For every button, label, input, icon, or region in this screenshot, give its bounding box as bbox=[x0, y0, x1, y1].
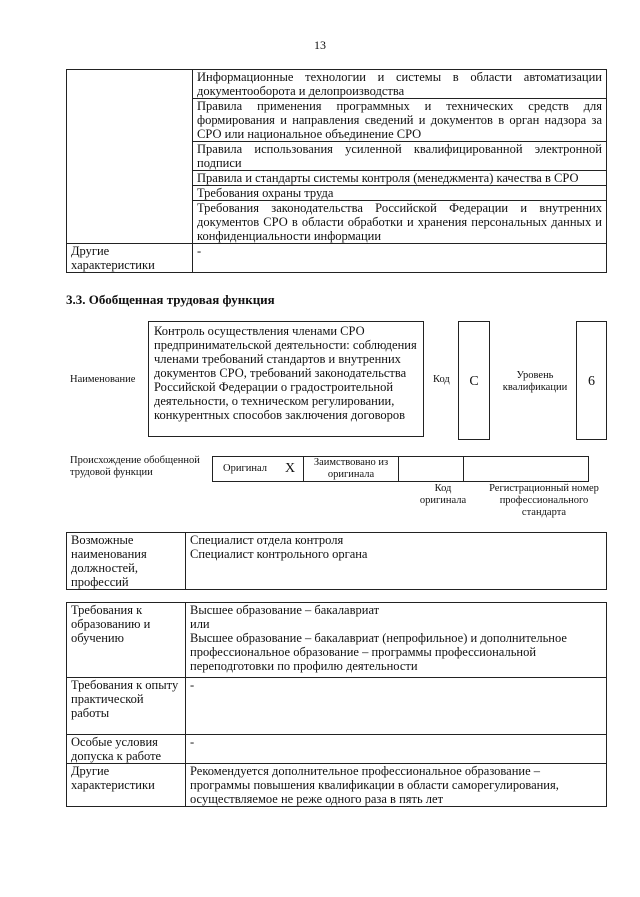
origin-label: Происхождение обобщенной трудовой функции bbox=[70, 455, 200, 478]
qualification-level-label: Уровень квалификации bbox=[502, 370, 568, 393]
borrowed-label: Заимствовано из оригинала bbox=[304, 457, 399, 482]
other-characteristics-label: Другие характеристики bbox=[67, 244, 193, 273]
knowledge-item: Информационные технологии и системы в области автоматизации документооборота и делопроизводства bbox=[193, 70, 607, 99]
knowledge-item: Правила применения программных и технических средств для формирования и направления сведений и документов в орган надзора за СРО или национальное объединение СРО bbox=[193, 99, 607, 142]
admission-label: Особые условия допуска к работе bbox=[67, 735, 186, 764]
position-item: Специалист контрольного органа bbox=[190, 547, 368, 561]
function-name-box: Контроль осуществления членами СРО предпринимательской деятельности: соблюдения членами требований стандартов и внутренних документов СРО, требований законодательства Российской Федерации о градостроительной деятельности, о техническом регулировании, конкурентных способов заключения договоров bbox=[148, 321, 424, 437]
positions-table bbox=[66, 532, 607, 590]
origin-table bbox=[212, 456, 589, 482]
other-characteristics-value: - bbox=[193, 244, 607, 273]
admission-value: - bbox=[186, 735, 607, 764]
other-characteristics-label: Другие характеристики bbox=[67, 764, 186, 807]
knowledge-item: Требования охраны труда bbox=[193, 186, 607, 201]
positions-label: Возможные наименования должностей, профессий bbox=[67, 533, 186, 590]
name-label: Наименование bbox=[70, 374, 136, 385]
original-code-caption: Код оригинала bbox=[419, 483, 467, 506]
experience-value: - bbox=[186, 678, 607, 735]
education-line: или bbox=[190, 617, 210, 631]
page-number: 13 bbox=[314, 38, 326, 52]
original-code-cell bbox=[399, 457, 464, 482]
qualification-level-box: 6 bbox=[576, 321, 607, 440]
original-mark: X bbox=[277, 457, 304, 482]
position-item: Специалист отдела контроля bbox=[190, 533, 344, 547]
knowledge-item: Правила и стандарты системы контроля (менеджмента) качества в СРО bbox=[193, 171, 607, 186]
education-line: Высшее образование – бакалавриат bbox=[190, 603, 380, 617]
section-heading: 3.3. Обобщенная трудовая функция bbox=[66, 292, 275, 307]
code-label: Код bbox=[433, 374, 450, 385]
code-value-box: C bbox=[458, 321, 490, 440]
knowledge-item: Правила использования усиленной квалифицированной электронной подписи bbox=[193, 142, 607, 171]
other-characteristics-value: Рекомендуется дополнительное профессиональное образование – программы повышения квалификации в области саморегулирования, осуществляемое не реже одного раза в пять лет bbox=[186, 764, 607, 807]
education-line: Высшее образование – бакалавриат (непрофильное) и дополнительное профессиональное образование – программы профессиональной переподготовки по профилю деятельности bbox=[190, 631, 567, 673]
original-label: Оригинал bbox=[213, 457, 278, 482]
experience-label: Требования к опыту практической работы bbox=[67, 678, 186, 735]
registration-number-cell bbox=[464, 457, 589, 482]
empty-label-cell bbox=[67, 70, 193, 244]
knowledge-table bbox=[66, 69, 607, 273]
registration-number-caption: Регистрационный номер профессионального стандарта bbox=[489, 483, 599, 518]
education-label: Требования к образованию и обучению bbox=[67, 603, 186, 678]
knowledge-item: Требования законодательства Российской Федерации и внутренних документов СРО в области обработки и хранения персональных данных и конфиденциальности информации bbox=[193, 201, 607, 244]
requirements-table bbox=[66, 602, 607, 807]
